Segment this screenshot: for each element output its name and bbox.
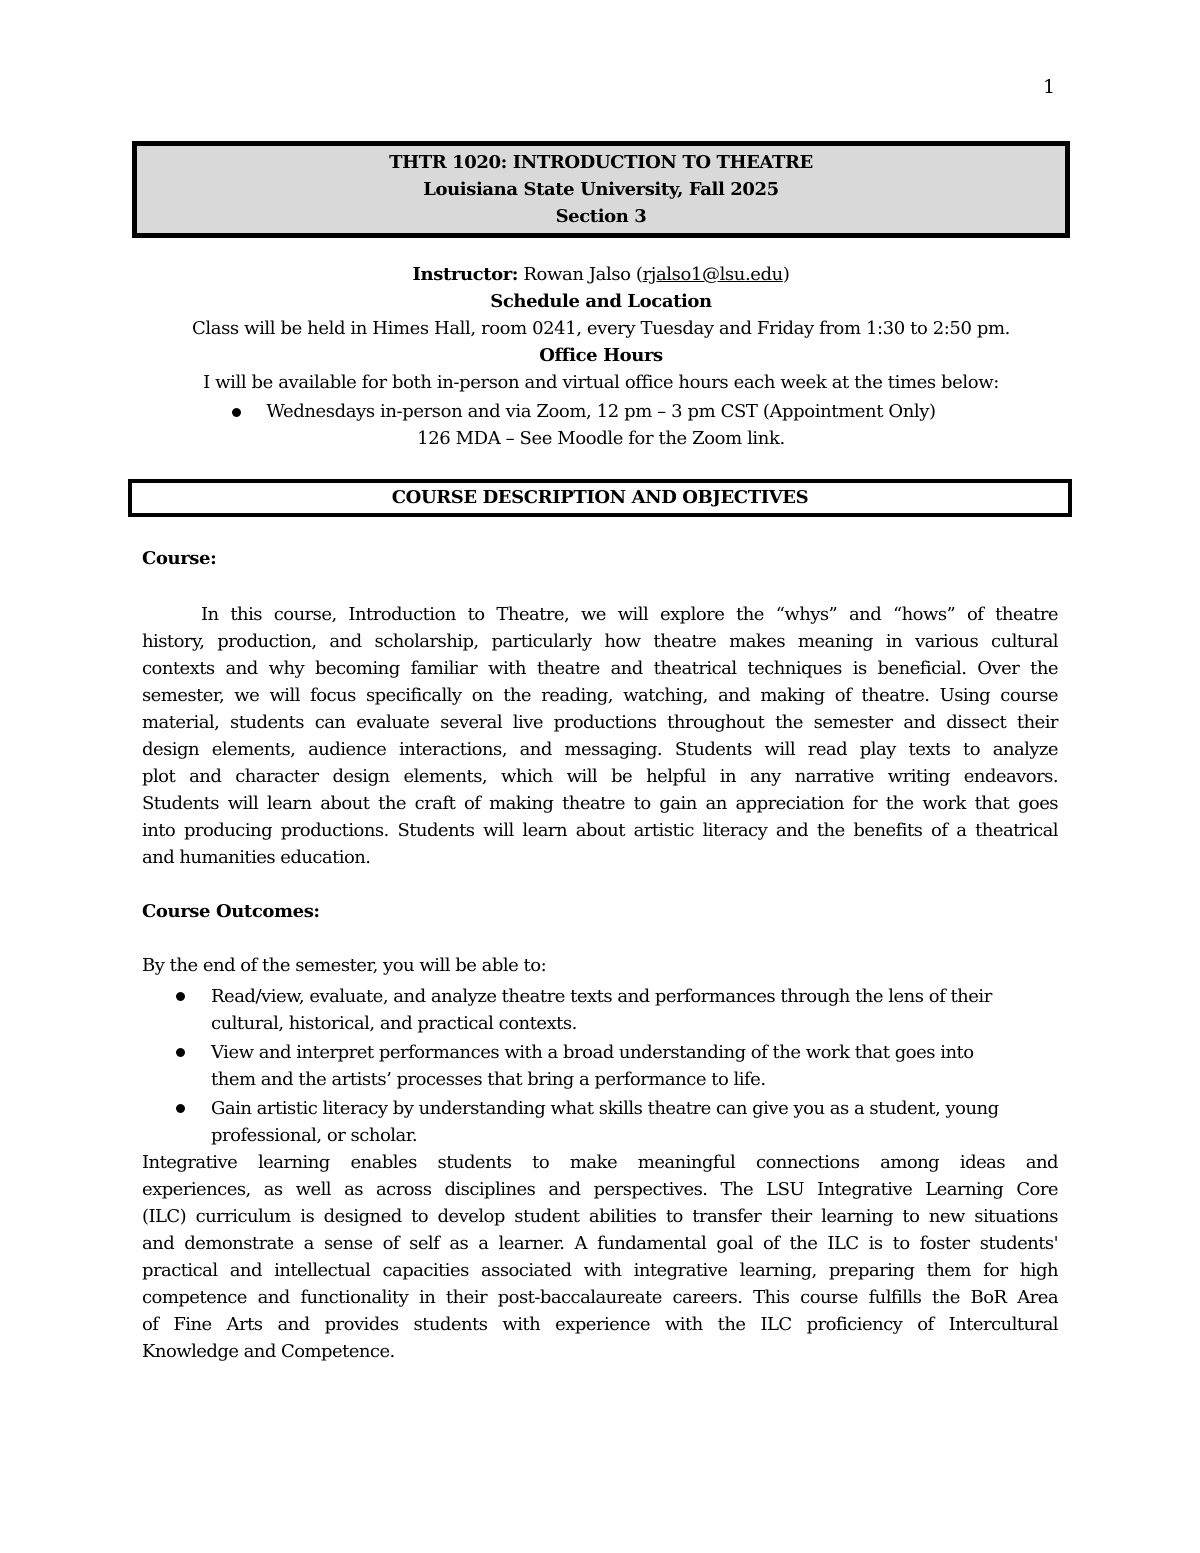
- course-line: Students will learn about the craft of making theatre to gain an appreciation for the work that goes: [142, 793, 1058, 814]
- bullet-icon: [176, 992, 185, 1001]
- course-line: history, production, and scholarship, particularly how theatre makes meaning in various cultural: [142, 631, 1058, 652]
- instructor-line: [132, 264, 1070, 285]
- schedule-text: Class will be held in Himes Hall, room 0241, every Tuesday and Friday from 1:30 to 2:50 pm.: [192, 318, 1010, 339]
- office-hours-bullet-text: Wednesdays in-person and via Zoom, 12 pm – 3 pm CST (Appointment Only): [266, 401, 936, 422]
- integrative-line: Integrative learning enables students to make meaningful connections among ideas and: [142, 1152, 1058, 1173]
- outcomes-heading: Course Outcomes:: [142, 901, 320, 922]
- outcome-item: View and interpret performances with a broad understanding of the work that goes into them and the artists’ processes that bring a performance to life.: [142, 1039, 1058, 1093]
- bullet-icon: [232, 408, 241, 417]
- integrative-line: Knowledge and Competence.: [142, 1341, 395, 1362]
- outcome-item: Read/view, evaluate, and analyze theatre texts and performances through the lens of their cultural, historical, and practical contexts.: [142, 983, 1058, 1037]
- integrative-line: experiences, as well as across disciplines and perspectives. The LSU Integrative Learning Core: [142, 1179, 1058, 1200]
- course-line: plot and character design elements, which will be helpful in any narrative writing endeavors.: [142, 766, 1058, 787]
- outcomes-intro: By the end of the semester, you will be able to:: [142, 955, 547, 976]
- course-title-box: [132, 141, 1070, 238]
- office-hours-bullet: [232, 401, 936, 422]
- section-title: COURSE DESCRIPTION AND OBJECTIVES: [391, 487, 809, 508]
- integrative-line: practical and intellectual capacities associated with integrative learning, preparing them for high: [142, 1260, 1058, 1281]
- course-title: THTR 1020: INTRODUCTION TO THEATRE: [389, 152, 813, 173]
- course-line: material, students can evaluate several live productions throughout the semester and dissect their: [142, 712, 1058, 733]
- integrative-learning-paragraph: [142, 1149, 1058, 1365]
- course-line: into producing productions. Students will learn about artistic literacy and the benefits of a theatrical: [142, 820, 1058, 841]
- course-line: semester, we will focus specifically on the reading, watching, and making of theatre. Using course: [142, 685, 1058, 706]
- course-line: contexts and why becoming familiar with theatre and theatrical techniques is beneficial. Over the: [142, 658, 1058, 679]
- course-description: [142, 601, 1058, 871]
- instructor-close-paren: ): [782, 264, 790, 285]
- integrative-line: (ILC) curriculum is designed to develop student abilities to transfer their learning to new situations: [142, 1206, 1058, 1227]
- bullet-icon: [176, 1104, 185, 1113]
- section-title-box: [128, 479, 1072, 517]
- instructor-label: Instructor:: [412, 264, 519, 285]
- course-line: In this course, Introduction to Theatre, we will explore the “whys” and “hows” of theatre: [142, 604, 1058, 625]
- course-line: and humanities education.: [142, 847, 371, 868]
- integrative-line: competence and functionality in their post-baccalaureate careers. This course fulfills the BoR Area: [142, 1287, 1058, 1308]
- instructor-name: Rowan Jalso (: [523, 264, 643, 285]
- office-hours-location: 126 MDA – See Moodle for the Zoom link.: [417, 428, 785, 449]
- university-term: Louisiana State University, Fall 2025: [423, 179, 779, 200]
- schedule-heading: Schedule and Location: [490, 291, 712, 312]
- office-hours-heading: Office Hours: [539, 345, 663, 366]
- instructor-email-link[interactable]: rjalso1@lsu.edu: [642, 264, 783, 285]
- integrative-line: and demonstrate a sense of self as a learner. A fundamental goal of the ILC is to foster students': [142, 1233, 1058, 1254]
- outcome-item: Gain artistic literacy by understanding what skills theatre can give you as a student, young professional, or scholar.: [142, 1095, 1058, 1149]
- office-hours-text: I will be available for both in-person and virtual office hours each week at the times below:: [203, 372, 999, 393]
- outcomes-list: [142, 983, 1058, 1151]
- course-line: design elements, audience interactions, and messaging. Students will read play texts to analyze: [142, 739, 1058, 760]
- bullet-icon: [176, 1048, 185, 1057]
- course-heading: Course:: [142, 548, 217, 569]
- page-number: 1: [1043, 76, 1056, 98]
- integrative-line: of Fine Arts and provides students with experience with the ILC proficiency of Intercultural: [142, 1314, 1058, 1335]
- section-number: Section 3: [555, 206, 647, 227]
